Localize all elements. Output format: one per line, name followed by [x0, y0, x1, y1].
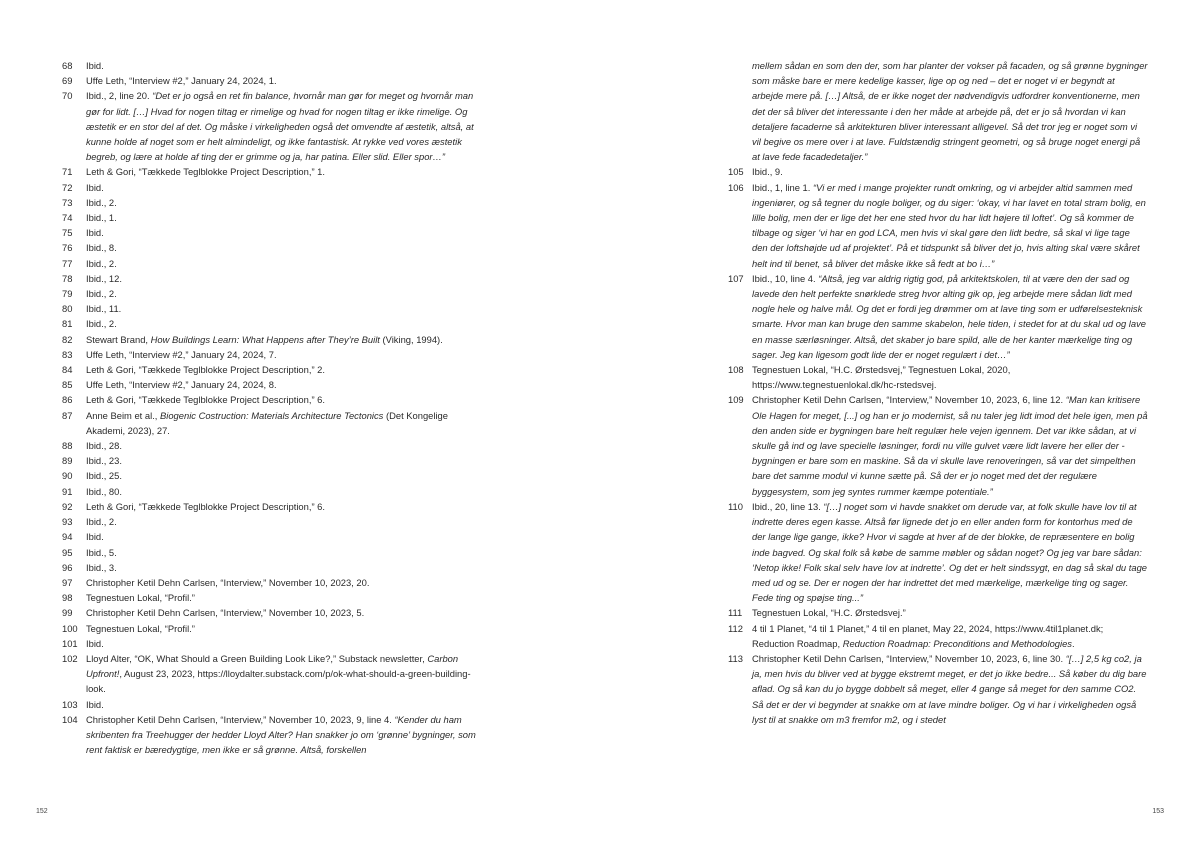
footnote-number: 100	[62, 622, 78, 634]
footnote-text-segment: (Viking, 1994).	[379, 333, 443, 345]
footnote-text	[86, 271, 482, 286]
footnote-number: 88	[62, 440, 73, 452]
footnote-number: 98	[62, 592, 73, 604]
footnote-item	[62, 73, 482, 88]
footnote-item	[62, 286, 482, 301]
footnote-text-segment: Ibid., 2.	[86, 516, 117, 528]
footnote-text-segment: “Altså, jeg var aldrig rigtig god, på arkitektskolen, til at være den der sad og lavede den helt perfekte snørklede streg hvor alting gik op, jeg arbejde mere sådan lidt med nogle hele og halve mål. Og det er fordi jeg drømmer om at lave ting som er udførelsesteknisk smarte. Hvor man kan bruge den samme skabelon, hele tiden, i stedet for at du skal ud og lave en masse særløsninger. Altså, det skaber jo bare spild, alle de her kanter mærkelige ting og sager. Jeg kan ligesom godt lide der er noget regulært i det…”	[752, 272, 1146, 360]
footnote-number: 112	[728, 622, 743, 634]
footnote-item	[62, 58, 482, 73]
footnote-item	[62, 210, 482, 225]
footnote-item	[62, 316, 482, 331]
footnote-text-segment: Ibid.	[86, 531, 104, 543]
footnote-number: 82	[62, 333, 73, 345]
footnote-item	[62, 301, 482, 316]
footnote-text-segment: Ibid., 20, line 13.	[752, 500, 824, 512]
footnote-text	[86, 195, 482, 210]
footnote-text	[86, 88, 482, 164]
footnote-item	[62, 529, 482, 544]
footnote-text-segment: Uffe Leth, “Interview #2,” January 24, 2024, 8.	[86, 379, 277, 391]
footnote-text	[86, 712, 482, 758]
footnote-text-segment: Ibid., 1, line 1.	[752, 181, 813, 193]
footnote-text	[752, 362, 1148, 392]
footnote-number: 72	[62, 181, 73, 193]
footnote-text	[86, 408, 482, 438]
footnote-text	[86, 180, 482, 195]
footnote-text-segment: Ibid., 28.	[86, 440, 122, 452]
footnote-text-segment: Christopher Ketil Dehn Carlsen, “Interview,” November 10, 2023, 5.	[86, 607, 365, 619]
footnote-item	[62, 240, 482, 255]
footnote-text	[86, 651, 482, 697]
footnote-item	[62, 453, 482, 468]
footnote-number: 95	[62, 546, 73, 558]
footnote-text-segment: Ibid., 80.	[86, 485, 122, 497]
footnote-text-segment: Ibid.	[86, 698, 104, 710]
footnote-item	[62, 362, 482, 377]
footnote-item	[728, 392, 1148, 498]
footnote-text-segment: Leth & Gori, “Tækkede Teglblokke Project Description,” 2.	[86, 364, 325, 376]
footnote-number: 68	[62, 60, 73, 71]
footnote-number: 97	[62, 576, 73, 588]
footnote-number: 109	[728, 394, 744, 406]
footnote-number: 89	[62, 455, 73, 467]
footnote-item	[62, 438, 482, 453]
footnote-text-segment: Christopher Ketil Dehn Carlsen, “Interview,” November 10, 2023, 6, line 12.	[752, 394, 1066, 406]
footnote-text-segment: Ibid., 10, line 4.	[752, 272, 819, 284]
footnote-text-segment: Stewart Brand,	[86, 333, 151, 345]
footnote-text	[86, 286, 482, 301]
footnote-text	[86, 484, 482, 499]
footnote-text-segment: Leth & Gori, “Tækkede Teglblokke Project Description,” 6.	[86, 500, 325, 512]
footnote-text	[86, 590, 482, 605]
footnote-text-segment: Tegnestuen Lokal, “Profil.”	[86, 622, 195, 634]
right-footnotes-list	[728, 164, 1148, 727]
footnote-number: 113	[728, 652, 743, 664]
footnote-text	[752, 271, 1148, 362]
footnote-text	[86, 332, 482, 347]
footnote-number: 80	[62, 303, 73, 315]
footnote-number: 74	[62, 212, 73, 224]
footnote-text-segment: Ibid.	[86, 181, 104, 193]
footnote-number: 77	[62, 257, 73, 269]
footnote-text-segment: Christopher Ketil Dehn Carlsen, “Interview,” November 10, 2023, 20.	[86, 576, 370, 588]
footnote-text-segment: Uffe Leth, “Interview #2,” January 24, 2024, 7.	[86, 348, 277, 360]
footnote-item	[62, 347, 482, 362]
footnote-number: 84	[62, 364, 73, 376]
footnote-continuation: mellem sådan en som den der, som har planter der vokser på facaden, og så grønne bygninger som måske bare er mere kedelige kasser, lige op og ned – det er noget vi er begyndt at arbejde mere på. […] Altså, de er ikke noget der nødvendigvis udfordrer konventionerne, men det der så bliver det interessante i den her måde at arbejde på, det er jo så hvordan vi kan detaljere facaderne så arkitekturen bliver interessant alligevel. Så det tror jeg er noget som vi vil begive os mere over i at lave. Fuldstændig stringent geometri, og så bruge noget energi på at lave fede facadedetaljer.”	[752, 60, 1148, 163]
footnote-number: 111	[728, 607, 743, 619]
footnote-text	[86, 58, 482, 73]
footnote-text	[86, 392, 482, 407]
right-footnotes-column	[728, 58, 1148, 727]
footnote-item	[62, 377, 482, 392]
footnote-item	[728, 651, 1148, 727]
footnote-item	[728, 605, 1148, 620]
footnote-text-segment: Anne Beim et al.,	[86, 409, 160, 421]
footnote-text-segment: “[…] 2,5 kg co2, ja ja, men hvis du bliver ved at bygge ekstremt meget, er det jo ikke bedre... Så køber du dig bare aflad. Og så kan du jo bygge dobbelt så meget, eller 4 gange så meget for den samme CO2. Så det er der vi begynder at snakke om at lave mindre boliger. Og vi har i virkeligheden også lyst til at snakke om m3 fremfor m2, og i stedet	[752, 652, 1147, 725]
footnote-item	[62, 88, 482, 164]
footnote-text	[86, 529, 482, 544]
footnote-number: 94	[62, 531, 73, 543]
footnote-text	[86, 438, 482, 453]
footnote-text-segment: Ibid., 9.	[752, 166, 783, 178]
footnote-text-segment: “Det er jo også en ret fin balance, hvornår man gør for meget og hvornår man gør for lidt. […] Hvad for nogen tiltag er rimelige og hvad for nogen tiltag er ikke rimelige. Og æstetik er en stor del af det. Og måske i virkeligheden også det omvendte af æstetik, altså, at kunne holde af noget som er helt almindeligt, og ikke fantastisk. At rykke ved vores æstetik begreb, og lære at holde af ting der er grimme og ja, har patina. Eller slid. Eller spor…”	[86, 90, 474, 163]
footnote-text	[86, 697, 482, 712]
footnote-text-segment: Ibid.	[86, 227, 104, 239]
footnote-text	[752, 621, 1148, 651]
footnote-text	[86, 225, 482, 240]
footnote-number: 101	[62, 637, 78, 649]
footnote-number: 83	[62, 348, 73, 360]
footnote-number: 96	[62, 561, 73, 573]
footnote-text	[86, 301, 482, 316]
footnote-item	[728, 180, 1148, 271]
footnote-text-segment: , August 23, 2023, https://lloydalter.substack.com/p/ok-what-should-a-green-building-look.	[86, 668, 471, 695]
footnote-text-segment: Christopher Ketil Dehn Carlsen, “Interview,” November 10, 2023, 9, line 4.	[86, 713, 395, 725]
footnote-item	[62, 575, 482, 590]
footnote-number: 107	[728, 272, 744, 284]
footnote-number: 76	[62, 242, 73, 254]
footnote-number: 75	[62, 227, 73, 239]
footnote-item	[62, 499, 482, 514]
footnote-number: 106	[728, 181, 744, 193]
footnote-number: 85	[62, 379, 73, 391]
footnote-text-segment: Ibid., 12.	[86, 272, 122, 284]
footnote-item	[62, 484, 482, 499]
footnote-text	[86, 636, 482, 651]
footnote-text-segment: 4 til 1 Planet, “4 til 1 Planet,” 4 til en planet, May 22, 2024, https://www.4til1planet.dk; Reduction Roadmap,	[752, 622, 1104, 649]
footnote-item	[62, 408, 482, 438]
footnote-item	[62, 560, 482, 575]
footnote-text	[86, 164, 482, 179]
footnote-item	[62, 164, 482, 179]
footnote-text-segment: Ibid., 8.	[86, 242, 117, 254]
footnote-number: 110	[728, 500, 743, 512]
footnote-number: 71	[62, 166, 73, 178]
footnote-number: 102	[62, 652, 78, 664]
footnote-number: 93	[62, 516, 73, 528]
footnote-number: 81	[62, 318, 73, 330]
footnote-text	[752, 164, 1148, 179]
footnote-item	[62, 180, 482, 195]
footnote-number: 103	[62, 698, 78, 710]
footnote-item	[728, 362, 1148, 392]
footnote-number: 105	[728, 166, 744, 178]
footnote-text-segment: Ibid.	[86, 60, 104, 71]
footnote-number: 90	[62, 470, 73, 482]
footnote-item	[62, 271, 482, 286]
footnote-text-segment: Biogenic Costruction: Materials Architecture Tectonics	[160, 409, 384, 421]
footnote-text-segment: Tegnestuen Lokal, “H.C. Ørstedsvej.”	[752, 607, 906, 619]
footnote-number: 87	[62, 409, 73, 421]
footnote-text	[752, 180, 1148, 271]
footnote-item	[728, 621, 1148, 651]
footnote-item	[62, 225, 482, 240]
footnote-number: 78	[62, 272, 73, 284]
footnote-text	[86, 316, 482, 331]
footnote-text	[752, 392, 1148, 498]
footnote-text-segment: Ibid., 2.	[86, 257, 117, 269]
footnote-text	[86, 240, 482, 255]
footnote-text	[86, 347, 482, 362]
footnote-text-segment: Leth & Gori, “Tækkede Teglblokke Project Description,” 1.	[86, 166, 325, 178]
footnote-item	[728, 164, 1148, 179]
footnote-text-segment: .	[1072, 637, 1075, 649]
footnote-item	[62, 256, 482, 271]
page-number-left: 152	[36, 808, 48, 815]
footnote-item	[62, 651, 482, 697]
footnote-text-segment: Uffe Leth, “Interview #2,” January 24, 2024, 1.	[86, 75, 277, 87]
footnote-text-segment: Reduction Roadmap: Preconditions and Methodologies	[842, 637, 1072, 649]
footnote-item	[62, 590, 482, 605]
footnote-number: 92	[62, 500, 73, 512]
footnote-text	[86, 73, 482, 88]
footnote-item	[728, 271, 1148, 362]
footnote-text	[86, 210, 482, 225]
footnote-item	[62, 605, 482, 620]
left-footnotes-column	[62, 58, 482, 757]
footnote-text-segment: Ibid., 5.	[86, 546, 117, 558]
footnote-text	[86, 545, 482, 560]
footnote-item	[62, 195, 482, 210]
footnote-item	[62, 514, 482, 529]
footnote-item	[62, 392, 482, 407]
footnote-text-segment: Christopher Ketil Dehn Carlsen, “Interview,” November 10, 2023, 6, line 30.	[752, 652, 1066, 664]
footnote-number: 104	[62, 713, 78, 725]
footnote-text-segment: Carbon Upfront!	[86, 652, 459, 680]
footnote-text	[86, 468, 482, 483]
footnote-text-segment: Ibid.	[86, 637, 104, 649]
footnote-text-segment: Tegnestuen Lokal, “H.C. Ørstedsvej,” Tegnestuen Lokal, 2020, https://www.tegnestuenlokal.dk/hc-rstedsvej.	[752, 364, 1011, 391]
footnote-text-segment: Ibid., 2, line 20.	[86, 90, 153, 102]
footnote-text	[86, 256, 482, 271]
footnote-text-segment: (Det Kongelige Akademi, 2023), 27.	[86, 409, 448, 436]
footnote-text	[86, 514, 482, 529]
footnote-item	[62, 545, 482, 560]
footnote-text-segment: How Buildings Learn: What Happens after They’re Built	[150, 333, 380, 345]
footnote-number: 99	[62, 607, 73, 619]
footnote-text	[752, 651, 1148, 727]
footnote-text-segment: Ibid., 11.	[86, 303, 122, 315]
footnote-text-segment: Ibid., 23.	[86, 455, 122, 467]
footnote-item	[62, 621, 482, 636]
footnote-text-segment: “Man kan kritisere Ole Hagen for meget, [...] og han er jo modernist, så nu taler jeg lidt imod det hele igen, men på den anden side er bygningen bare helt regulær hele vejen igennem. Det var ikke sådan, at vi skulle gå ind og lave specielle løsninger, fordi nu ville gulvet være lidt lavere her eller der - bygningen er bare som en maskine. Så da vi skulle lave renoveringen, så var det simpelthen bare det samme modul vi kunne sætte på. Så der er jo noget med det der regulære byggesystem, som jeg syntes rummer kæmpe potentiale.”	[752, 394, 1148, 497]
footnote-text	[86, 377, 482, 392]
footnote-text-segment: “[…] noget som vi havde snakket om derude var, at folk skulle have lov til at indrette deres egen kasse. Altså før lignede det jo en eller anden form for kontorhus med de der lange lige gange, ikke? Hvor vi sagde at hver af de der blokke, de repræsentere en bolig inde bagved. Og skal folk så købe de samme møbler og sådan noget? Og jeg var bare sådan: ‘Netop ikke! Folk skal selv have lov at indrette’. Og det er helt sindssygt, en dag så skal du tage med ud og se. Der er nogen der har indrettet det med mærkelige, mærkelige ting og sager. Fede ting og spøjse ting...”	[752, 500, 1147, 604]
footnote-text-segment: “Vi er med i mange projekter rundt omkring, og vi arbejder altid sammen med ingeniører, og så tegner du nogle boliger, og du siger: ‘okay, vi har lavet en total stram bolig, en lille bolig, men der er lige det her ene sted hvor du har lidt højere til loftet’. Og så kommer de tilbage og siger ‘vi har en god LCA, men hvis vi skal gøre den lidt bedre, så skal vi lige tage den der loftshøjde ud af projektet’. På et tidspunkt så bliver det jo, hvis alting skal være skåret helt ind til benet, så bliver det måske ikke så fedt at bo i…”	[752, 181, 1146, 269]
footnote-text-segment: Ibid., 2.	[86, 318, 117, 330]
footnote-number: 91	[62, 485, 73, 497]
footnote-number: 70	[62, 90, 73, 102]
footnote-number: 86	[62, 394, 73, 406]
footnote-item	[62, 636, 482, 651]
footnote-item	[62, 332, 482, 347]
footnote-number: 73	[62, 196, 73, 208]
footnote-text-segment: Ibid., 2.	[86, 288, 117, 300]
footnote-item	[728, 499, 1148, 605]
footnote-text-segment: Ibid., 25.	[86, 470, 122, 482]
footnote-text	[86, 499, 482, 514]
footnote-text-segment: Tegnestuen Lokal, “Profil.”	[86, 592, 195, 604]
footnote-text-segment: “Kender du ham skribenten fra Treehugger der hedder Lloyd Alter? Han snakker jo om ‘grønne’ bygninger, som rent faktisk er bæredygtige, men ikke er så grønne. Altså, forskellen	[86, 713, 476, 756]
footnote-item	[62, 697, 482, 712]
footnote-text	[752, 605, 1148, 620]
footnote-text	[752, 499, 1148, 605]
footnote-text	[86, 362, 482, 377]
page-number-right: 153	[1152, 808, 1164, 815]
footnote-text-segment: Ibid., 3.	[86, 561, 117, 573]
footnote-text	[86, 560, 482, 575]
footnote-item	[62, 468, 482, 483]
footnote-text	[86, 575, 482, 590]
footnote-text-segment: Leth & Gori, “Tækkede Teglblokke Project Description,” 6.	[86, 394, 325, 406]
footnote-text	[86, 605, 482, 620]
footnote-item	[62, 712, 482, 758]
footnote-text-segment: Ibid., 2.	[86, 196, 117, 208]
footnote-number: 69	[62, 75, 73, 87]
footnote-number: 79	[62, 288, 73, 300]
footnote-text	[86, 453, 482, 468]
footnote-number: 108	[728, 364, 744, 376]
footnote-text-segment: Ibid., 1.	[86, 212, 117, 224]
footnote-text	[86, 621, 482, 636]
footnote-text-segment: Lloyd Alter, “OK, What Should a Green Building Look Like?,” Substack newsletter,	[86, 652, 428, 664]
